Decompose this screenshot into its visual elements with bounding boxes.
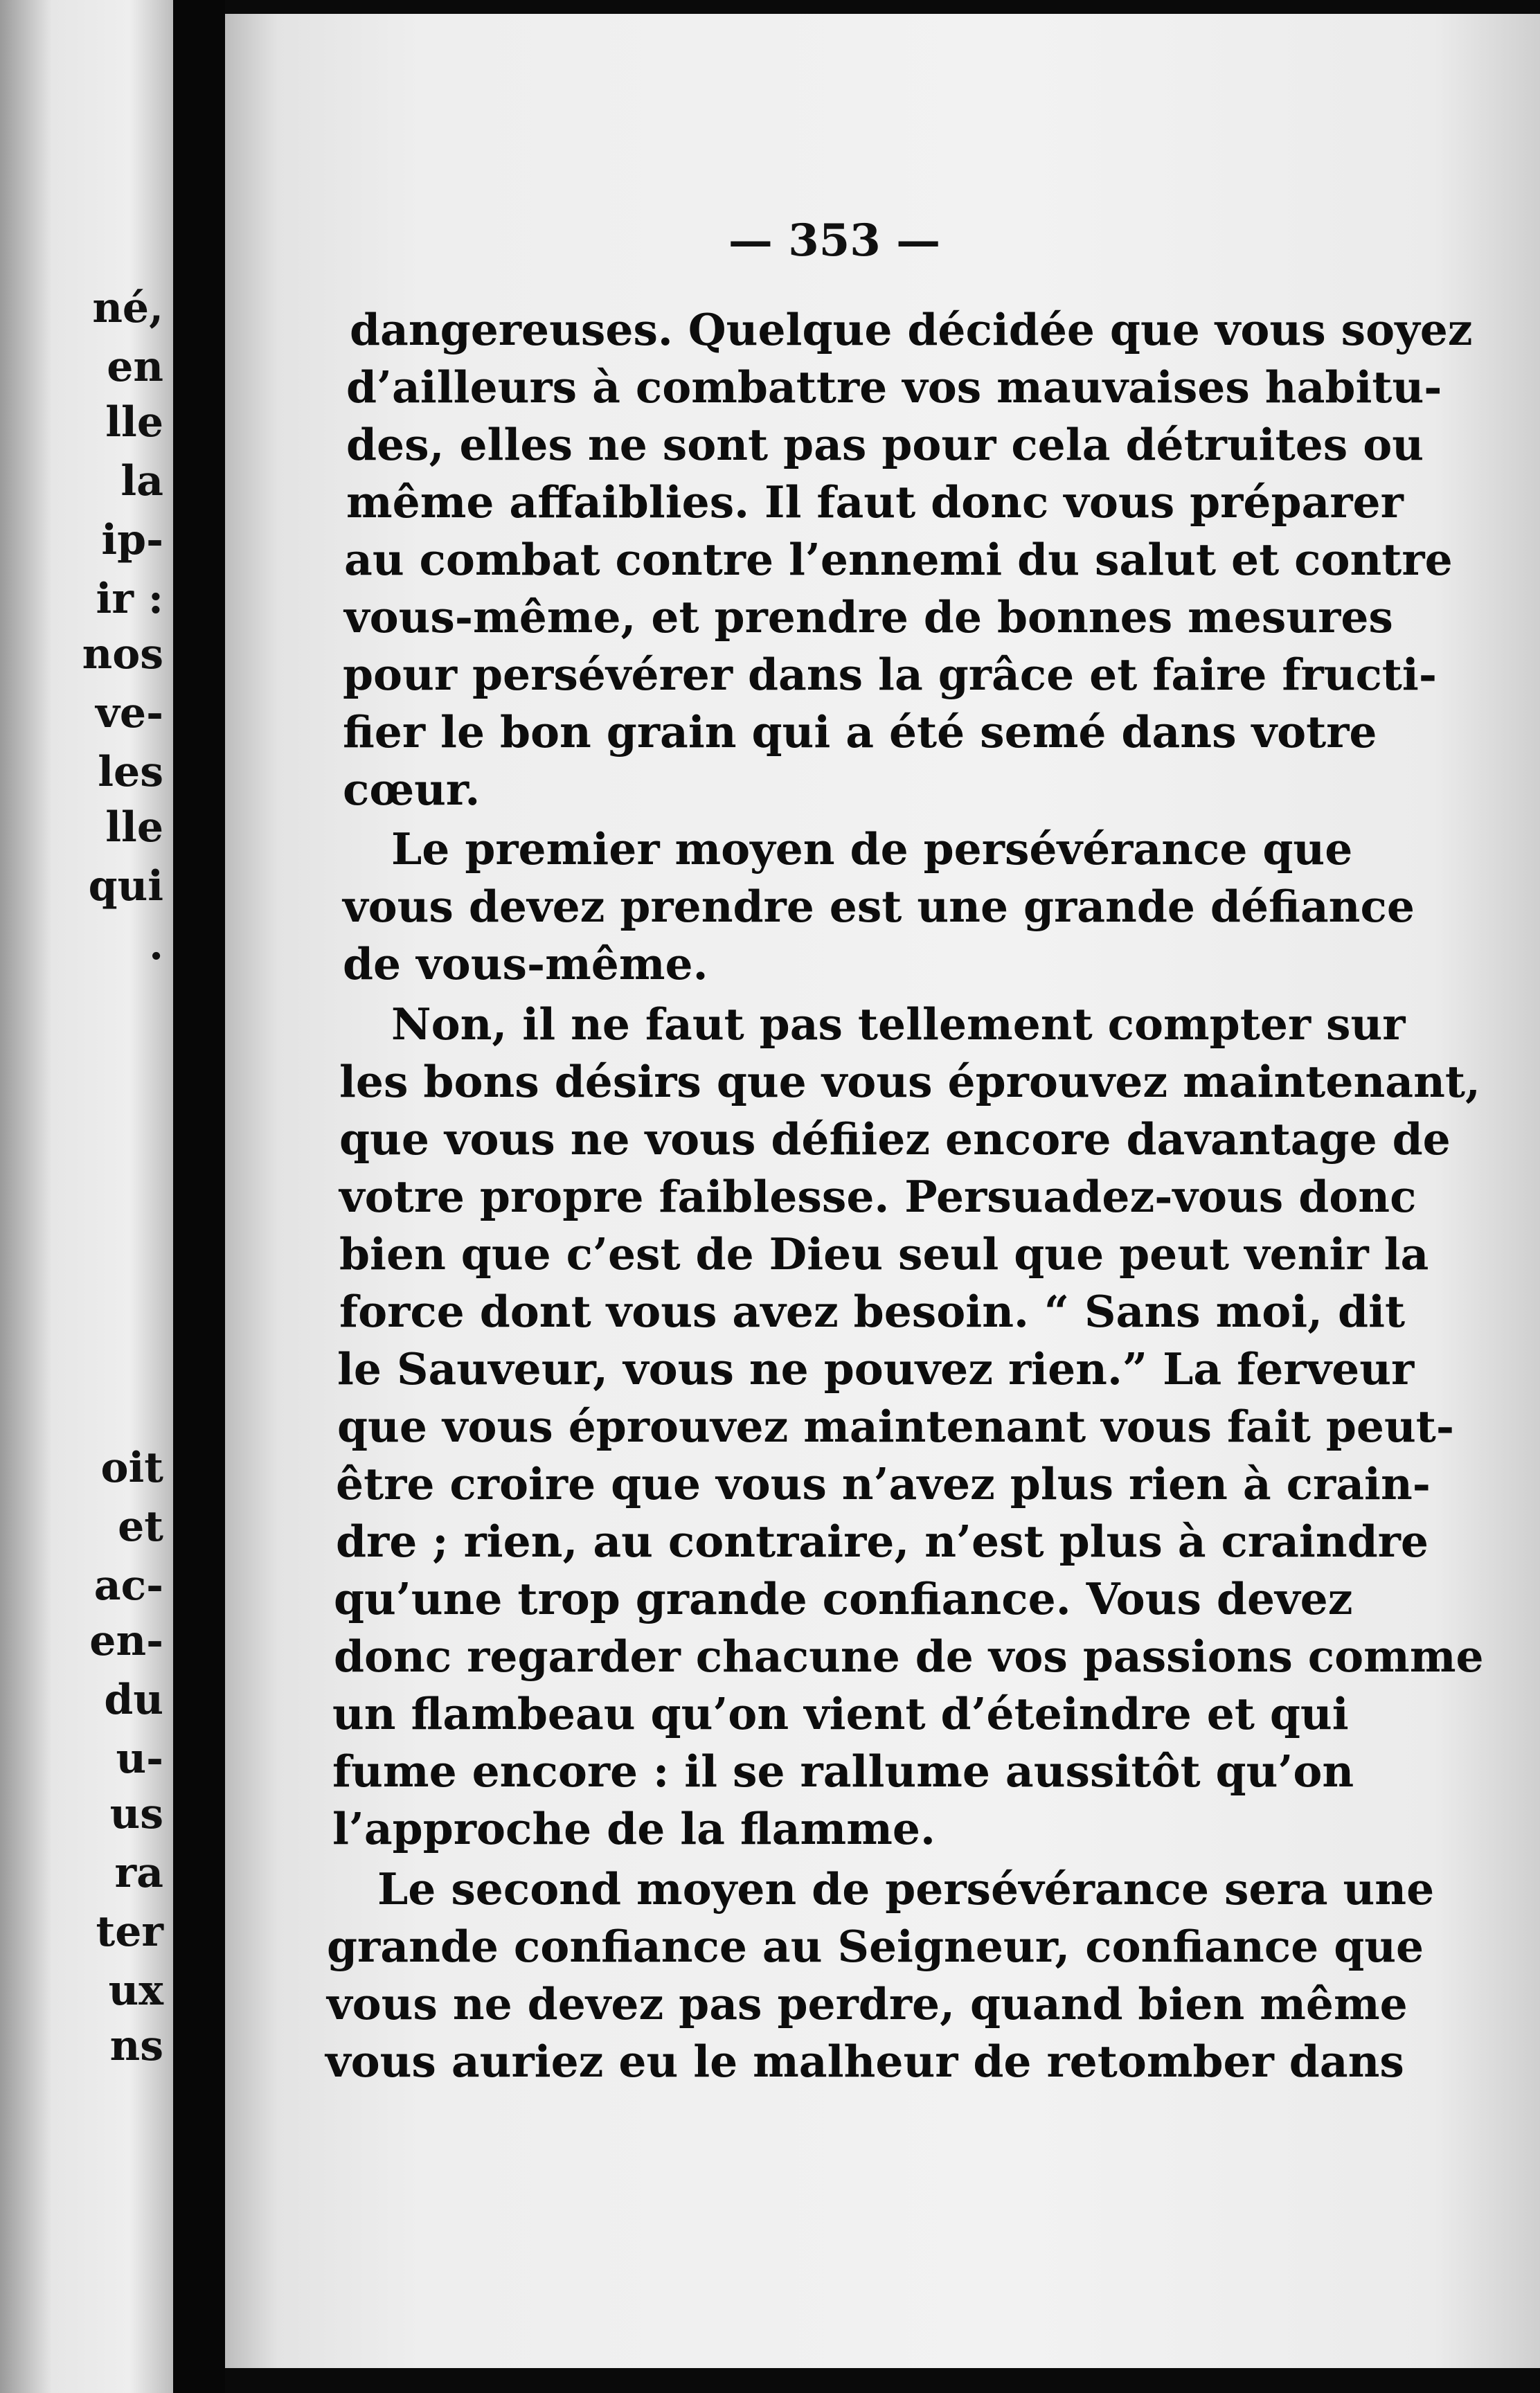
margin-fragment: ra [114,1849,163,1897]
margin-fragment: ve- [96,689,163,737]
text-line: vous devez prendre est une grande défiance [343,881,1415,932]
margin-fragment: ir : [96,575,163,623]
page-number: — 353 — [728,215,941,267]
margin-fragment: né, [92,284,163,332]
text-line: de vous-même. [343,938,708,989]
text-line: que vous éprouvez maintenant vous fait peut- [337,1401,1455,1452]
margin-fragment: nos [82,630,163,679]
margin-fragment: en [107,343,163,391]
text-line: un flambeau qu’on vient d’éteindre et qui [332,1688,1349,1739]
margin-fragment: ux [108,1966,163,2015]
margin-fragment: u- [116,1735,163,1783]
text-line: dre ; rien, au contraire, n’est plus à craindre [336,1516,1429,1567]
previous-page-edge [0,0,173,2393]
text-line: Le second moyen de persévérance sera une [377,1863,1435,1915]
margin-fragment: du [104,1676,163,1724]
text-line: l’approche de la flamme. [332,1803,935,1854]
text-line: qu’une trop grande confiance. Vous devez [334,1573,1353,1624]
margin-fragment: . [149,921,163,969]
margin-fragment: et [118,1503,163,1551]
book-gutter [173,0,225,2393]
text-line: les bons désirs que vous éprouvez maintenant, [339,1056,1480,1107]
text-line: au combat contre l’ennemi du salut et contre [344,534,1453,585]
text-line: fier le bon grain qui a été semé dans votre [343,706,1377,758]
text-line: le Sauveur, vous ne pouvez rien.” La ferveur [337,1343,1415,1395]
text-line: vous ne devez pas perdre, quand bien même [327,1978,1408,2029]
text-line: grande confiance au Seigneur, confiance que [327,1921,1424,1972]
margin-fragment: qui [88,862,163,911]
text-line: vous-même, et prendre de bonnes mesures [344,591,1393,643]
margin-fragment: ter [96,1908,163,1956]
text-line: votre propre faiblesse. Persuadez-vous donc [339,1171,1417,1222]
text-line: même affaiblies. Il faut donc vous préparer [346,476,1404,528]
margin-fragment: la [120,457,163,505]
text-line: d’ailleurs à combattre vos mauvaises habitu- [346,361,1442,413]
text-line: Le premier moyen de persévérance que [391,823,1353,875]
text-line: des, elles ne sont pas pour cela détruites ou [346,419,1424,470]
text-line: force dont vous avez besoin. “ Sans moi, dit [339,1286,1406,1337]
text-line: pour persévérer dans la grâce et faire fructi- [343,649,1437,700]
margin-fragment: en- [89,1617,163,1665]
margin-fragment: ac- [93,1561,163,1610]
text-line: fume encore : il se rallume aussitôt qu’on [332,1746,1354,1797]
text-line: que vous ne vous défiiez encore davantage de [339,1113,1451,1165]
text-line: bien que c’est de Dieu seul que peut venir la [339,1228,1429,1280]
text-line: cœur. [343,764,481,815]
text-line: Non, il ne faut pas tellement compter sur [391,998,1406,1050]
margin-fragment: lle [105,398,163,447]
text-line: donc regarder chacune de vos passions comme [334,1631,1484,1682]
margin-fragment: ns [109,2022,163,2070]
text-line: être croire que vous n’avez plus rien à crain- [336,1458,1431,1509]
margin-fragment: oit [100,1444,163,1492]
text-line: dangereuses. Quelque décidée que vous soyez [350,304,1473,355]
margin-fragment: ip- [101,516,163,564]
margin-fragment: lle [105,803,163,852]
text-line: vous auriez eu le malheur de retomber dans [325,2036,1404,2087]
margin-fragment: les [98,748,163,796]
margin-fragment: us [109,1790,163,1838]
